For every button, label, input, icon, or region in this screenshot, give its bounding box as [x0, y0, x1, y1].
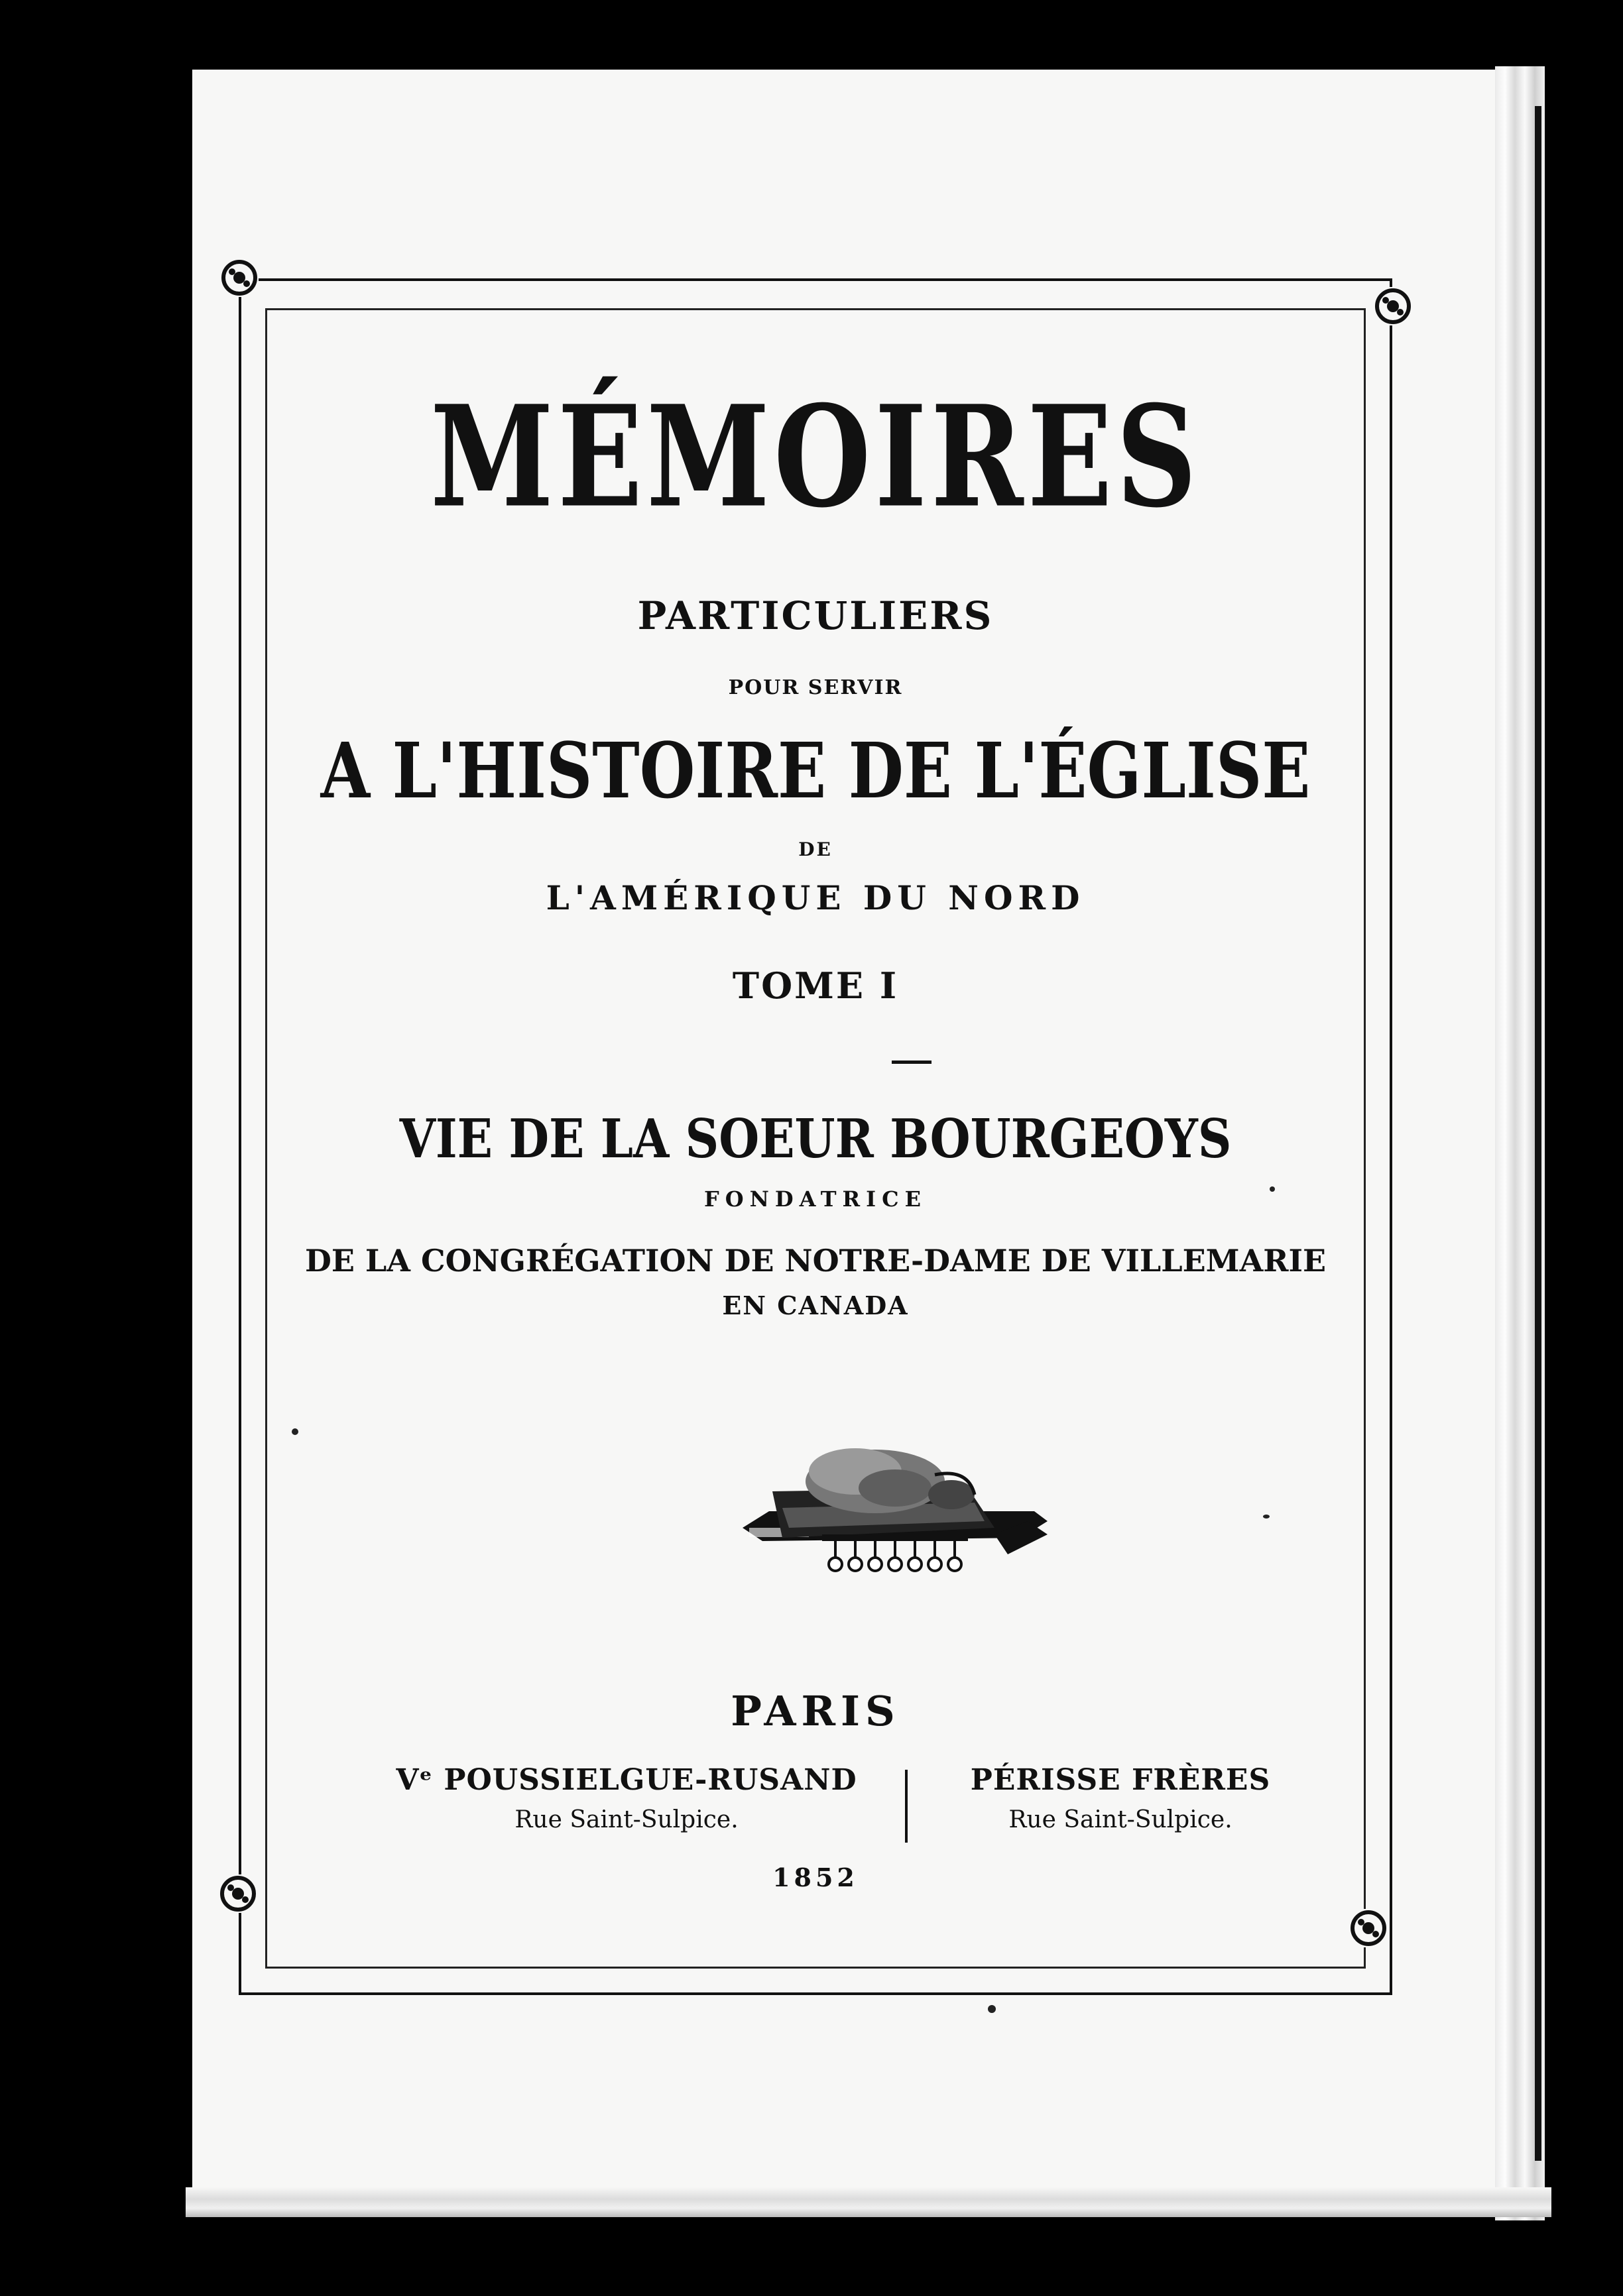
- ornament-corner-icon: [1374, 287, 1412, 325]
- speck: [1263, 1515, 1270, 1519]
- speck: [292, 1428, 298, 1435]
- publisher-address: Rue Saint-Sulpice.: [514, 1806, 739, 1833]
- ornament-corner-icon: [1349, 1909, 1388, 1947]
- publisher-left: [345, 1763, 908, 1833]
- bottom-page-edge: [186, 2187, 1551, 2217]
- title-page: [192, 70, 1502, 2214]
- speck: [1270, 1186, 1275, 1192]
- page-edge-shadow: [1535, 106, 1541, 2161]
- lamb-on-book-with-seven-seals-icon: [743, 1428, 1048, 1594]
- subtitle-amerique: L'AMÉRIQUE DU NORD: [546, 878, 1085, 917]
- divider-rule: [892, 1061, 932, 1064]
- city-label: PARIS: [731, 1687, 900, 1735]
- publisher-address: Rue Saint-Sulpice.: [1008, 1806, 1232, 1833]
- subtitle-de: DE: [798, 838, 833, 860]
- subtitle-histoire: A L'HISTOIRE DE L'ÉGLISE: [320, 726, 1311, 816]
- ornament-corner-icon: [219, 1874, 257, 1913]
- ornament-corner-icon: [220, 258, 259, 297]
- publisher-name: PÉRISSE FRÈRES: [970, 1763, 1271, 1797]
- publisher-right: [922, 1763, 1319, 1833]
- institution-label: DE LA CONGRÉGATION DE NOTRE-DAME DE VILLEMARIE: [304, 1243, 1327, 1279]
- subtitle-pour-servir: POUR SERVIR: [728, 676, 903, 699]
- publisher-separator: [905, 1770, 908, 1843]
- main-title: MÉMOIRES: [430, 374, 1201, 539]
- location-label: EN CANADA: [722, 1291, 909, 1320]
- role-label: FONDATRICE: [704, 1186, 927, 1212]
- speck: [988, 2005, 996, 2013]
- publication-year: 1852: [772, 1863, 859, 1892]
- publisher-name: Vᵉ POUSSIELGUE-RUSAND: [396, 1763, 857, 1797]
- work-title: VIE DE LA SOEUR BOURGEOYS: [399, 1107, 1232, 1171]
- subtitle-particuliers: PARTICULIERS: [637, 593, 994, 638]
- volume-label: TOME I: [732, 964, 899, 1007]
